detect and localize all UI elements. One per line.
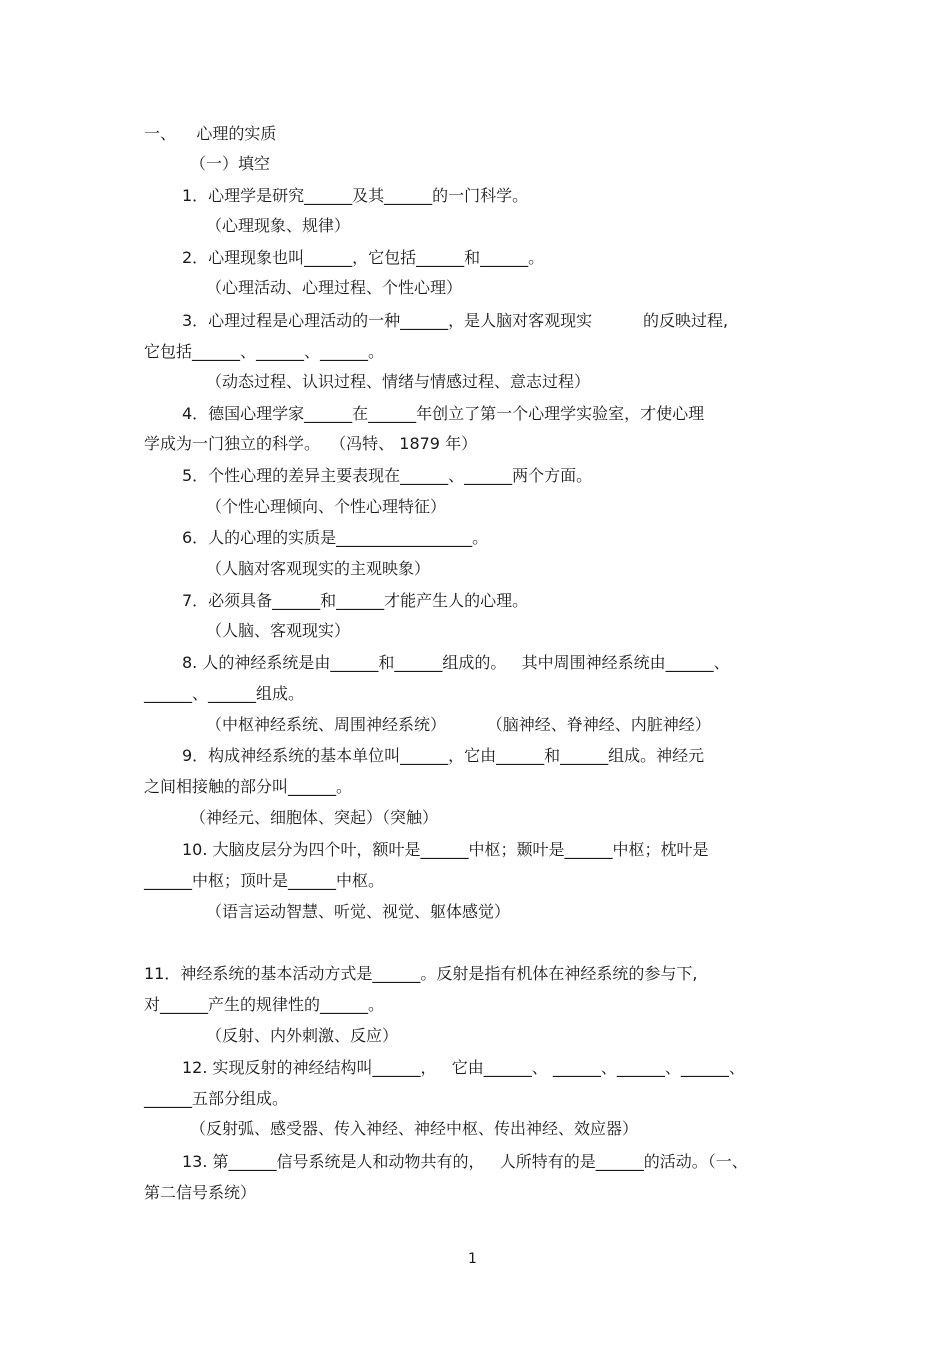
page-number: 1 [468,1251,477,1267]
q1-line: 1．心理学是研究______及其______的一门科学。 [182,186,529,205]
q9-answer: （神经元、细胞体、突起）（突触） [190,808,439,827]
q6-line: 6．人的心理的实质是_________________。 [182,528,489,547]
q10-answer: （语言运动智慧、听觉、视觉、躯体感觉） [206,902,511,921]
q4-line: 4．德国心理学家______在______年创立了第一个心理学实验室，才使心理 [182,404,705,423]
q1-answer: （心理现象、规律） [206,216,351,235]
q10-line: 10. 大脑皮层分为四个叶，额叶是______中枢；颞叶是______中枢；枕叶是 [182,840,709,859]
q9-line: 9．构成神经系统的基本单位叫______，它由______和______组成。神经元 [182,746,705,765]
q6-answer: （人脑对客观现实的主观映象） [206,559,431,578]
q11-answer: （反射、内外刺激、反应） [206,1026,399,1045]
subsection-title: （一）填空 [190,154,271,173]
q10-line-cont: ______中枢；顶叶是______中枢。 [144,871,385,890]
q11-line-cont: 对______产生的规律性的______。 [144,995,385,1014]
q8-line: 8. 人的神经系统是由______和______组成的。 其中周围神经系统由______、 [182,653,730,672]
q2-line: 2．心理现象也叫______，它包括______和______。 [182,248,545,267]
q3-line-cont: 它包括______、______、______。 [144,342,385,361]
q2-answer: （心理活动、心理过程、个性心理） [206,278,463,297]
q5-answer: （个性心理倾向、个性心理特征） [206,497,447,516]
q12-line-cont: ______五部分组成。 [144,1089,289,1108]
q13-line: 13. 第______信号系统是人和动物共有的， 人所特有的是______的活动。（一、 [182,1152,748,1171]
q7-line: 7．必须具备______和______才能产生人的心理。 [182,591,529,610]
q12-answer: （反射弧、感受器、传入神经、神经中枢、传出神经、效应器） [190,1119,639,1138]
q13-line-cont: 第二信号系统） [144,1183,257,1202]
q3-answer: （动态过程、认识过程、情绪与情感过程、意志过程） [206,372,591,391]
q3-line: 3．心理过程是心理活动的一种______，是人脑对客观现实 的反映过程, [182,311,729,330]
q11-line: 11．神经系统的基本活动方式是______。反射是指有机体在神经系统的参与下, [144,964,698,983]
q12-line: 12. 实现反射的神经结构叫______， 它由______、 ______、______、______、 [182,1058,745,1077]
q4-line-cont: 学成为一门独立的科学。 （冯特、 1879 年） [144,434,478,453]
q9-line-cont: 之间相接触的部分叫______。 [144,777,353,796]
q5-line: 5．个性心理的差异主要表现在______、______两个方面。 [182,466,593,485]
section-title: 一、 心理的实质 [144,124,277,143]
q8-answer: （中枢神经系统、周围神经系统） （脑神经、脊神经、内脏神经） [206,715,711,734]
q8-line-cont: ______、______组成。 [144,684,305,703]
q7-answer: （人脑、客观现实） [206,621,351,640]
